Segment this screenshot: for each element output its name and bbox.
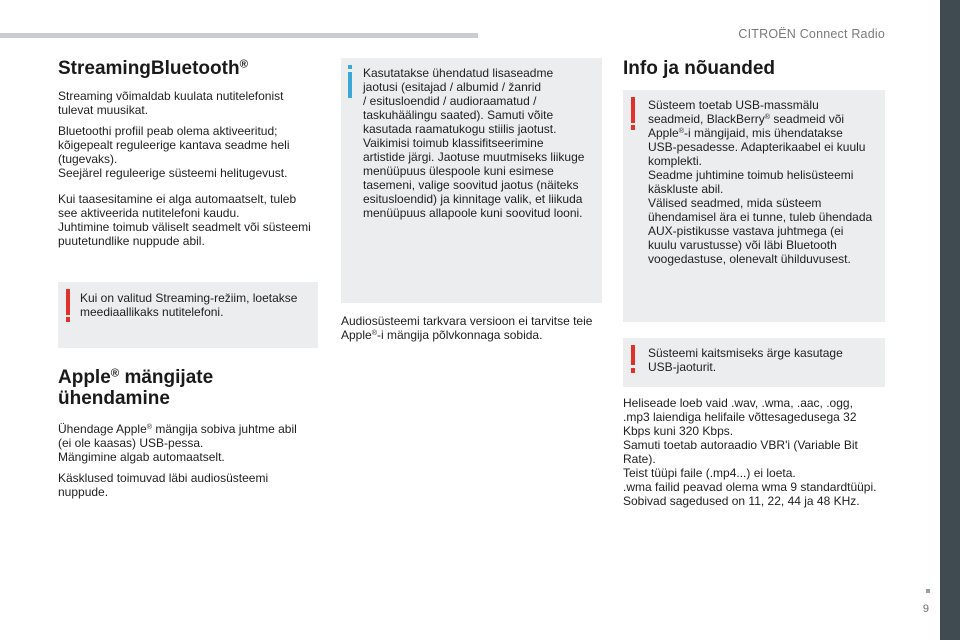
info-title: Info ja nõuanded bbox=[623, 58, 775, 79]
streaming-paragraph-3: Kui taasesitamine ei alga automaatselt, tuleb see aktiveerida nutitelefoni kaudu. Juhtimine toimub väliselt seadmelt või süsteemi puutetundlike nuppude abil. bbox=[58, 192, 311, 248]
streaming-title: StreamingBluetooth® bbox=[58, 58, 248, 79]
right-warning-note-1 bbox=[623, 90, 885, 322]
warning-icon bbox=[631, 345, 635, 365]
apple-section bbox=[58, 367, 320, 499]
page-number: 9 bbox=[922, 603, 929, 615]
header-title: CITROËN Connect Radio bbox=[738, 27, 885, 41]
page-marker bbox=[926, 589, 930, 593]
warning-icon bbox=[66, 289, 70, 315]
warning-icon bbox=[631, 97, 635, 123]
apple-title: Apple® mängijate ühendamine bbox=[58, 367, 214, 409]
left-column bbox=[58, 58, 320, 248]
apple-paragraph-1: Ühendage Apple® mängija sobiva juhtme abil (ei ole kaasas) USB-pessa. Mängimine algab automaatselt. bbox=[58, 422, 297, 464]
middle-info-text: Kasutatakse ühendatud lisaseadme jaotusi (esitajad / albumid / žanrid / esitusloendid / audioraamatud / taskuhäälingu saated). Samuti võite kasutada raamatukogu stiilis jaotust. Vaikimisi toimub klassifitseerimine artistide järgi. Jaotuse muutmiseks liikuge menüüpuus ülespoole kuni esimese tasemeni, valige soovitud jaotus (näiteks esitusloendid) ja kinnitage valik, et liikuda menüüpuus allapoole kuni soovitud looni. bbox=[363, 66, 585, 220]
right-column bbox=[623, 396, 891, 508]
warning-icon-dot bbox=[631, 368, 635, 373]
middle-info-note bbox=[341, 58, 602, 303]
right-warning-note-2 bbox=[623, 338, 885, 387]
streaming-paragraph-2: Bluetoothi profiil peab olema aktiveeritud; kõigepealt reguleerige kantava seadme heli (tugevaks). Seejärel reguleerige süsteemi helitugevust. bbox=[58, 124, 290, 180]
streaming-note-text: Kui on valitud Streaming-režiim, loetakse meediaallikaks nutitelefoni. bbox=[80, 291, 298, 319]
edge-tab bbox=[940, 0, 960, 640]
middle-column bbox=[341, 314, 606, 342]
right-note-1-text: Süsteem toetab USB-massmälu seadmeid, BlackBerry® seadmeid või Apple®-i mängijaid, mis ühendatakse USB-pesadesse. Adapterikaabel ei kuulu komplekti. Seadme juhtimine toimub helisüsteemi käskluste abil. Välised seadmed, mida süsteem ühendamisel ära ei tunne, tuleb ühendada AUX-pistikusse vastava juhtmega (ei kuulu varustusse) või läbi Bluetooth voogedastuse, olenevalt ühilduvusest. bbox=[648, 98, 873, 266]
middle-paragraph: Audiosüsteemi tarkvara versioon ei tarvitse teie Apple®-i mängija põlvkonnaga sobida. bbox=[341, 314, 593, 342]
right-header bbox=[623, 58, 888, 79]
warning-icon-dot bbox=[66, 317, 70, 322]
info-icon bbox=[348, 72, 352, 98]
info-icon-dot bbox=[348, 65, 352, 69]
right-paragraph: Heliseade loeb vaid .wav, .wma, .aac, .ogg, .mp3 laiendiga helifaile võttesagedusega 32 Kbps kuni 320 Kbps. Samuti toetab autoraadio VBR'i (Variable Bit Rate). Teist tüüpi faile (.mp4...) ei loeta. .wma failid peavad olema wma 9 standardtüüpi. Sobivad sagedused on 11, 22, 44 ja 48 KHz. bbox=[623, 396, 877, 508]
streaming-warning-note bbox=[58, 282, 318, 348]
warning-icon-dot bbox=[631, 125, 635, 130]
apple-paragraph-2: Käsklused toimuvad läbi audiosüsteemi nuppude. bbox=[58, 471, 269, 499]
header-rule bbox=[0, 33, 478, 38]
right-note-2-text: Süsteemi kaitsmiseks ärge kasutage USB-jaoturit. bbox=[648, 346, 843, 374]
streaming-paragraph-1: Streaming võimaldab kuulata nutitelefonist tulevat muusikat. bbox=[58, 89, 284, 117]
